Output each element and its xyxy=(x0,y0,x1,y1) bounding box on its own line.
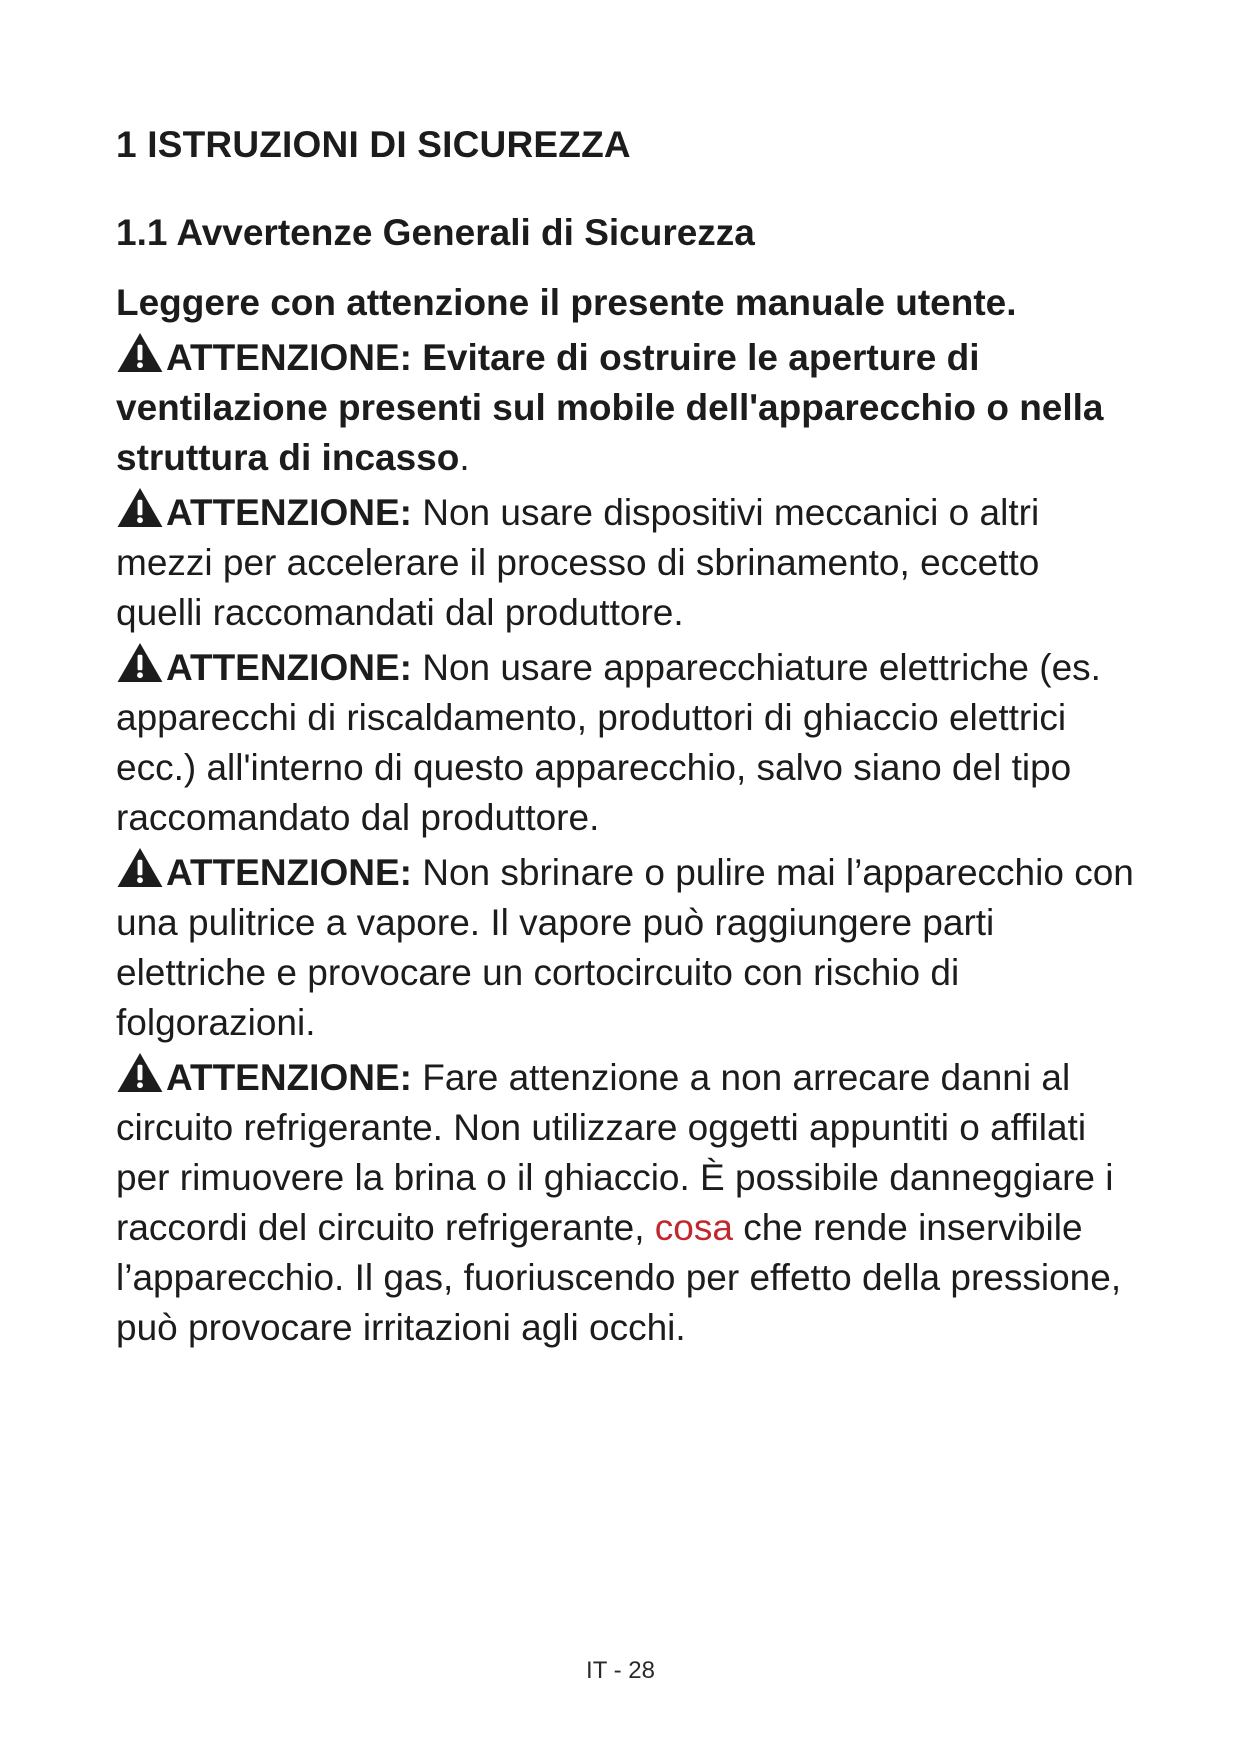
warning-label: ATTENZIONE: xyxy=(166,1057,412,1098)
warning-text: Non usare apparecchiature elettriche (es. apparecchi di riscaldamento, produttori di ghiaccio elettrici ecc.) all'interno di questo apparecchio, salvo siano del tipo raccomandato dal produttore. xyxy=(116,647,1101,838)
warning-defrost-tools xyxy=(116,487,1136,638)
warning-text: Non usare dispositivi meccanici o altri mezzi per accelerare il processo di sbrinamento, eccetto quelli raccomandati dal produttore. xyxy=(116,492,1040,633)
warning-steam-cleaner xyxy=(116,847,1136,1048)
document-body xyxy=(116,118,1136,1357)
section-title: 1 ISTRUZIONI DI SICUREZZA xyxy=(116,124,631,165)
warning-triangle-icon xyxy=(116,332,164,373)
highlighted-word: cosa xyxy=(654,1207,733,1248)
warning-label: ATTENZIONE: xyxy=(166,647,412,688)
intro-text: Leggere con attenzione il presente manuale utente. xyxy=(116,282,1017,323)
warning-triangle-icon xyxy=(116,487,164,528)
warning-label: ATTENZIONE: xyxy=(166,337,412,378)
subsection-title: 1.1 Avvertenze Generali di Sicurezza xyxy=(116,212,755,253)
warning-text: Evitare di ostruire le aperture di ventilazione presenti sul mobile dell'apparecchio o nella struttura di incasso xyxy=(116,337,1104,478)
page-number: IT - 28 xyxy=(586,1657,655,1684)
warning-refrigerant-circuit xyxy=(116,1052,1136,1353)
warning-triangle-icon xyxy=(116,847,164,888)
warning-triangle-icon xyxy=(116,642,164,683)
warning-ventilation xyxy=(116,332,1136,483)
warning-electrical-appliances xyxy=(116,642,1136,843)
warning-label: ATTENZIONE: xyxy=(166,492,412,533)
warning-label: ATTENZIONE: xyxy=(166,852,412,893)
warning-text-before: Fare attenzione a non arrecare danni al circuito refrigerante. Non utilizzare oggetti appuntiti o affilati per rimuovere la brina o il ghiaccio. È possibile danneggiare i raccordi del circuito refrigerante, xyxy=(116,1057,1114,1248)
warning-text: Non sbrinare o pulire mai l’apparecchio con una pulitrice a vapore. Il vapore può raggiungere parti elettriche e provocare un cortocircuito con rischio di folgorazioni. xyxy=(116,852,1134,1043)
warning-triangle-icon xyxy=(116,1052,164,1093)
warning-trailing-period: . xyxy=(459,437,470,478)
warning-text-after: che rende inservibile l’apparecchio. Il gas, fuoriuscendo per effetto della pressione, può provocare irritazioni agli occhi. xyxy=(116,1207,1122,1348)
